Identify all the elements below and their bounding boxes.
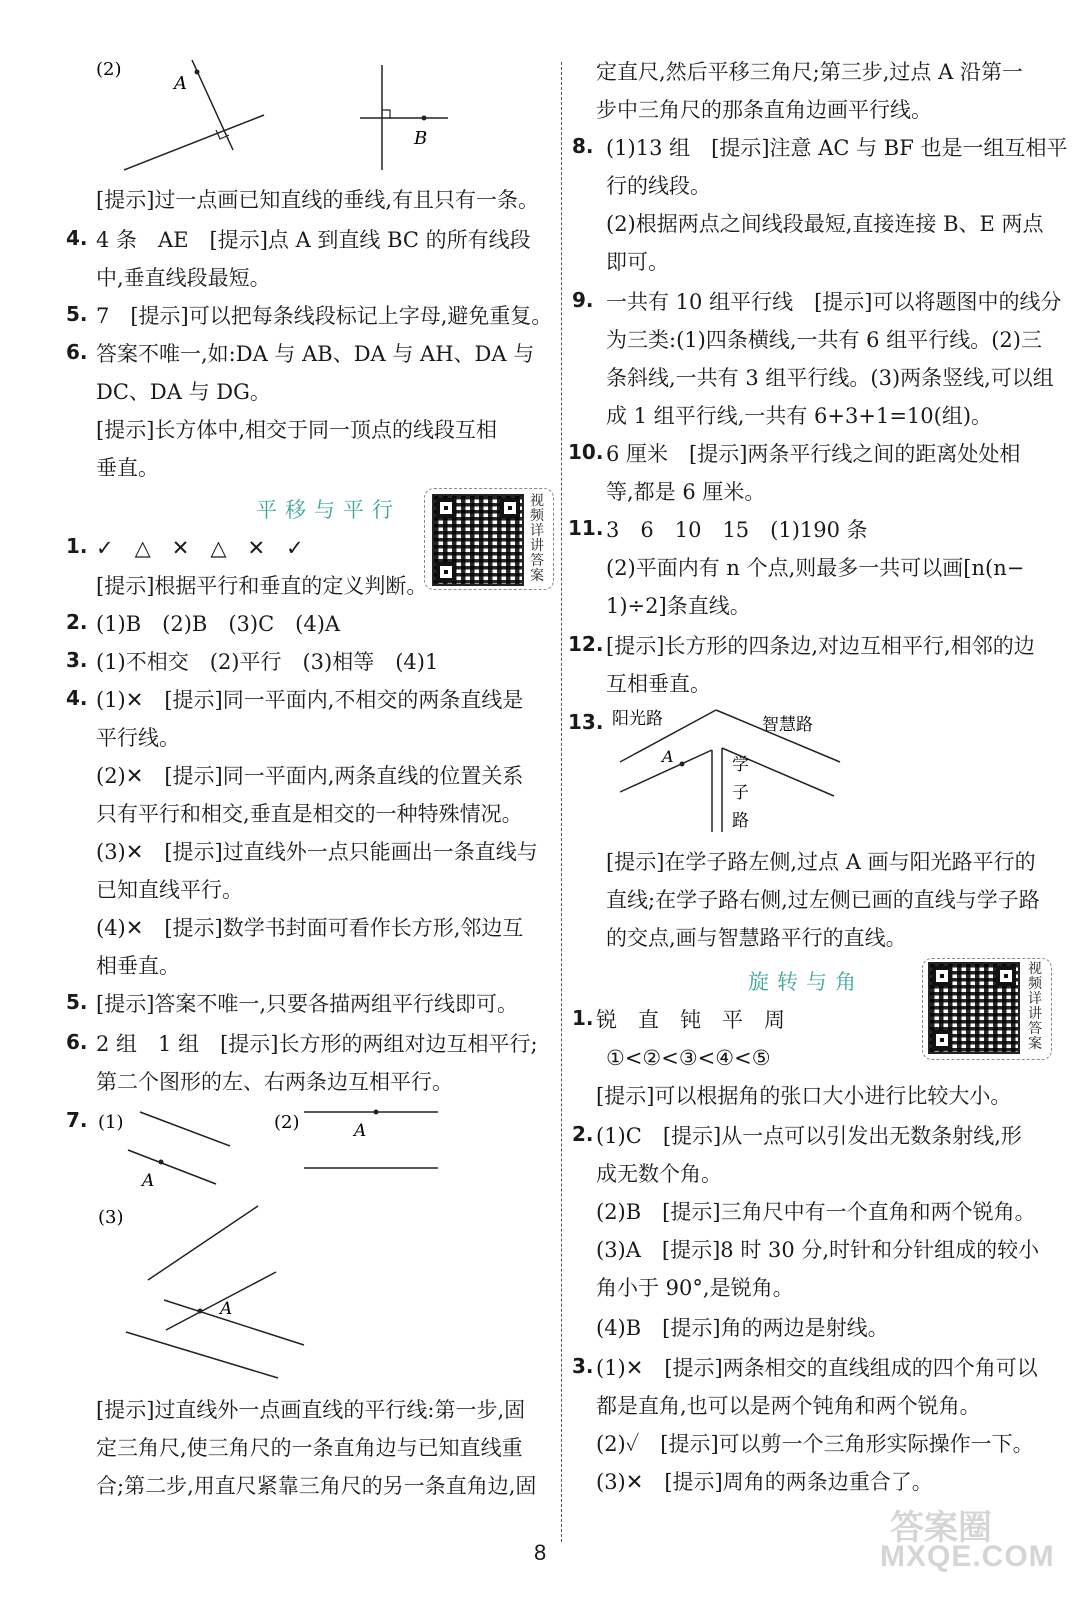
item-number: 4.: [66, 226, 88, 250]
text-line: [提示]过一点画已知直线的垂线,有且只有一条。: [96, 188, 540, 212]
item-number: 2.: [66, 610, 88, 634]
text-line: 合;第二步,用直尺紧靠三角尺的另一条直角边,固: [96, 1474, 537, 1498]
text-line: 等,都是 6 厘米。: [606, 480, 766, 504]
text-line: 锐 直 钝 平 周: [596, 1008, 785, 1032]
fig-label: (2): [274, 1112, 300, 1133]
text-line: ✓ △ ✕ △ ✕ ✓: [96, 536, 304, 560]
text-line: 为三类:(1)四条横线,一共有 6 组平行线。(2)三: [606, 328, 1042, 352]
item-number: 1.: [572, 1006, 594, 1030]
text-line: 定三角尺,使三角尺的一条直角边与已知直线重: [96, 1436, 523, 1460]
text-line: 直线;在学子路右侧,过左侧已画的直线与学子路: [606, 888, 1040, 912]
item-number: 13.: [568, 710, 604, 734]
item-number: 12.: [568, 632, 604, 656]
text-line: 互相垂直。: [606, 672, 711, 696]
qr-caption: 视频详讲答案: [530, 493, 544, 584]
text-line: 3 6 10 15 (1)190 条: [606, 518, 868, 542]
text-line: (3)✕ [提示]过直线外一点只能画出一条直线与: [96, 840, 538, 864]
text-line: (1)13 组 [提示]注意 AC 与 BF 也是一组互相平: [606, 136, 1068, 160]
text-line: (2)平面内有 n 个点,则最多一共可以画[n(n−: [606, 556, 1025, 580]
fig-label: (1): [98, 1112, 124, 1133]
text-line: [提示]根据平行和垂直的定义判断。: [96, 574, 428, 598]
point-B: B: [414, 128, 428, 149]
watermark-logo: 答案圈: [890, 1509, 992, 1547]
text-line: (1)不相交 (2)平行 (3)相等 (4)1: [96, 650, 439, 674]
text-line: (2)B [提示]三角尺中有一个直角和两个锐角。: [596, 1200, 1036, 1224]
text-line: (2)根据两点之间线段最短,直接连接 B、E 两点: [606, 212, 1044, 236]
text-line: 7 [提示]可以把每条线段标记上字母,避免重复。: [96, 304, 553, 328]
text-line: 2 组 1 组 [提示]长方形的两组对边互相平行;: [96, 1032, 538, 1056]
item-number: 2.: [572, 1122, 594, 1146]
qr-caption: 视频详讲答案: [1028, 961, 1042, 1052]
text-line: [提示]答案不唯一,只要各描两组平行线即可。: [96, 992, 519, 1016]
text-line: (4)✕ [提示]数学书封面可看作长方形,邻边互: [96, 916, 524, 940]
text-line: 答案不唯一,如:DA 与 AB、DA 与 AH、DA 与: [96, 342, 535, 366]
item-number: 6.: [66, 1030, 88, 1054]
point-A: A: [662, 747, 674, 766]
page-number: 8: [534, 1540, 547, 1565]
text-line: [提示]长方形的四条边,对边互相平行,相邻的边: [606, 634, 1035, 658]
text-line: 第二个图形的左、右两条边互相平行。: [96, 1070, 453, 1094]
section-title: 平移与平行: [256, 498, 401, 522]
text-line: [提示]在学子路左侧,过点 A 画与阳光路平行的: [606, 850, 1036, 874]
road-label-zhi: 智慧路: [762, 715, 813, 735]
text-line: 4 条 AE [提示]点 A 到直线 BC 的所有线段: [96, 228, 531, 252]
text-line: (1)C [提示]从一点可以引发出无数条射线,形: [596, 1124, 1022, 1148]
text-line: (1)B (2)B (3)C (4)A: [96, 612, 341, 636]
qr-code[interactable]: [432, 494, 524, 586]
figure-perpendicular: [66, 55, 552, 185]
text-line: ①<②<③<④<⑤: [606, 1046, 771, 1070]
text-line: 平行线。: [96, 726, 180, 750]
fig-label: (2): [96, 59, 122, 80]
item-number: 11.: [568, 516, 604, 540]
road-label-xue: 学: [732, 755, 749, 775]
road-label-xue: 路: [732, 811, 749, 831]
item-number: 4.: [66, 686, 88, 710]
item-number: 9.: [572, 288, 594, 312]
point-A: A: [354, 1121, 367, 1141]
text-line: (4)B [提示]角的两边是射线。: [596, 1316, 889, 1340]
text-line: 1)÷2]条直线。: [606, 594, 751, 618]
point-A: A: [174, 73, 187, 94]
item-number: 3.: [66, 648, 88, 672]
text-line: (2)✕ [提示]同一平面内,两条直线的位置关系: [96, 764, 524, 788]
text-line: 已知直线平行。: [96, 878, 243, 902]
text-line: [提示]长方体中,相交于同一顶点的线段互相: [96, 418, 498, 442]
text-line: (1)✕ [提示]两条相交的直线组成的四个角可以: [596, 1356, 1038, 1380]
text-line: 即可。: [606, 250, 669, 274]
text-line: (1)✕ [提示]同一平面内,不相交的两条直线是: [96, 688, 524, 712]
item-number: 1.: [66, 534, 88, 558]
point-A: A: [220, 1299, 233, 1319]
road-label-xue: 子: [732, 783, 749, 803]
text-line: 成 1 组平行线,一共有 6+3+1=10(组)。: [606, 404, 993, 428]
text-line: 定直尺,然后平移三角尺;第三步,过点 A 沿第一: [596, 60, 1023, 84]
figure-parallel: [66, 1100, 552, 1390]
text-line: 相垂直。: [96, 954, 180, 978]
text-line: 垂直。: [96, 456, 159, 480]
fig-label: (3): [98, 1207, 124, 1228]
item-number: 5.: [66, 990, 88, 1014]
qr-code[interactable]: [928, 962, 1020, 1054]
item-number: 3.: [572, 1354, 594, 1378]
text-line: 都是直角,也可以是两个钝角和两个锐角。: [596, 1394, 981, 1418]
text-line: 成无数个角。: [596, 1162, 722, 1186]
road-label-yang: 阳光路: [612, 709, 663, 729]
column-divider: [561, 62, 562, 1542]
text-line: 中,垂直线段最短。: [96, 266, 271, 290]
text-line: 角小于 90°,是锐角。: [596, 1276, 794, 1300]
text-line: 行的线段。: [606, 174, 711, 198]
text-line: [提示]可以根据角的张口大小进行比较大小。: [596, 1084, 1012, 1108]
text-line: 6 厘米 [提示]两条平行线之间的距离处处相: [606, 442, 1021, 466]
item-number: 8.: [572, 134, 594, 158]
text-line: [提示]过直线外一点画直线的平行线:第一步,固: [96, 1398, 526, 1422]
text-line: 一共有 10 组平行线 [提示]可以将题图中的线分: [606, 290, 1062, 314]
item-number: 10.: [568, 440, 604, 464]
text-line: 的交点,画与智慧路平行的直线。: [606, 926, 907, 950]
text-line: DC、DA 与 DG。: [96, 380, 271, 404]
text-line: 步中三角尺的那条直角边画平行线。: [596, 98, 932, 122]
watermark-url: MXQE.COM: [880, 1540, 1055, 1573]
item-number: 7.: [66, 1108, 88, 1132]
text-line: 条斜线,一共有 3 组平行线。(3)两条竖线,可以组: [606, 366, 1054, 390]
text-line: (3)A [提示]8 时 30 分,时针和分针组成的较小: [596, 1238, 1040, 1262]
figure-roads: [612, 700, 872, 840]
text-line: (3)✕ [提示]周角的两条边重合了。: [596, 1470, 933, 1494]
point-A: A: [142, 1171, 155, 1191]
item-number: 6.: [66, 340, 88, 364]
section-title: 旋转与角: [748, 970, 864, 994]
text-line: (2)✓ [提示]可以剪一个三角形实际操作一下。: [596, 1432, 1034, 1456]
item-number: 5.: [66, 302, 88, 326]
text-line: 只有平行和相交,垂直是相交的一种特殊情况。: [96, 802, 523, 826]
